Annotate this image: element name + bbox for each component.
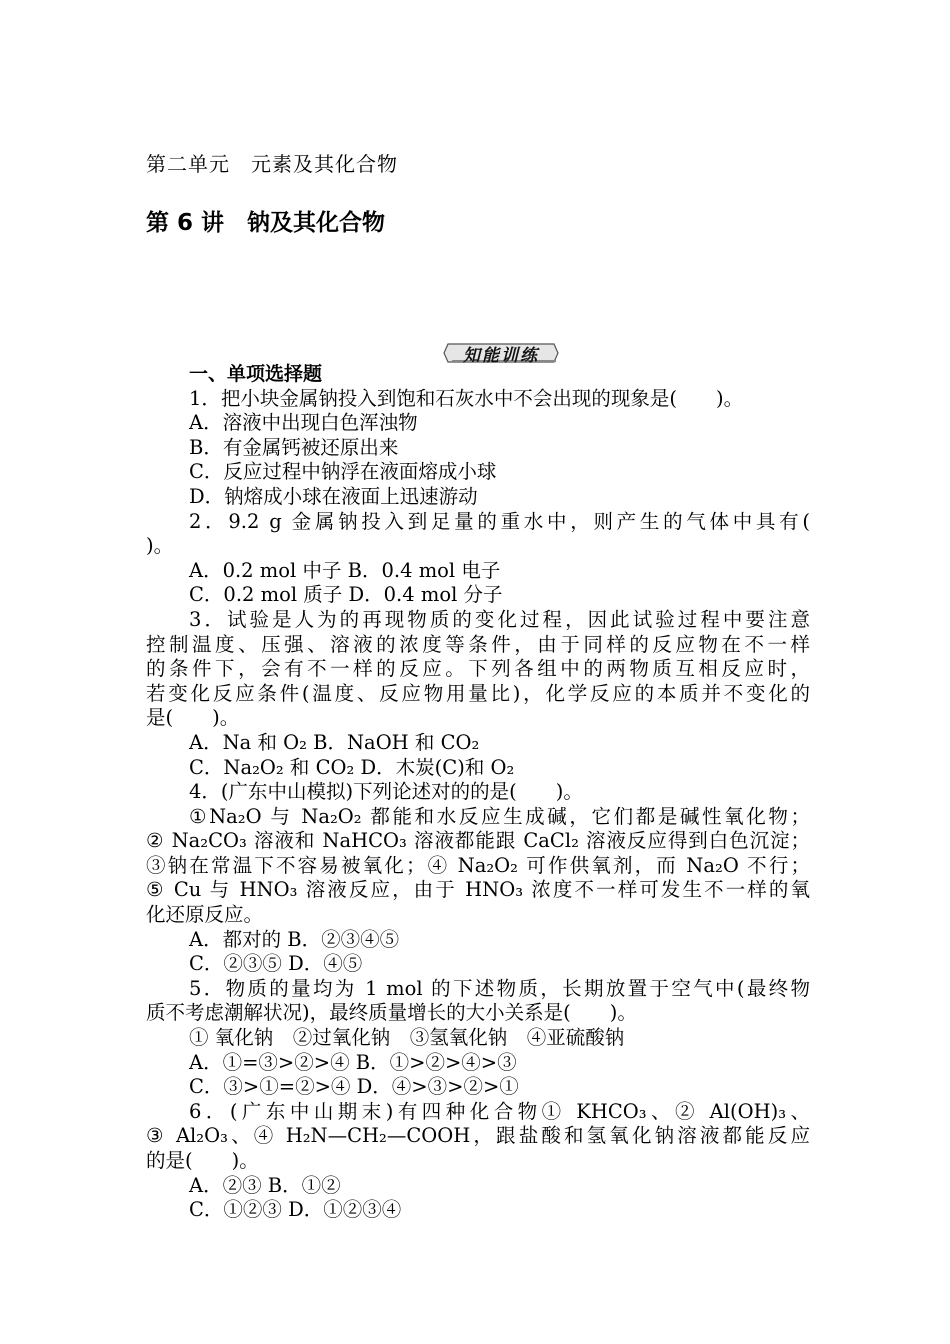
unit-title: 第二单元 元素及其化合物 xyxy=(146,152,398,176)
question-5-stem-end: 质不考虑潮解状况)，最终质量增长的大小关系是( )。 xyxy=(146,1001,637,1025)
question-4-statement: ⑤ Cu 与 HNO₃ 溶液反应，由于 HNO₃ 浓度不一样可发生不一样的氧 xyxy=(146,878,810,902)
section-heading: 一、单项选择题 xyxy=(189,363,323,385)
question-5-stem: 5．物质的量均为 1 mol 的下述物质，长期放置于空气中(最终物 xyxy=(189,976,810,1000)
question-4-options-ab: A．都对的 B．②③④⑤ xyxy=(189,927,400,951)
question-body xyxy=(146,362,810,1223)
question-4-stem: 4．(广东中山模拟)下列论述对的的是( )。 xyxy=(189,780,583,804)
question-2-stem: 2．9.2 g 金属钠投入到足量的重水中，则产生的气体中具有( xyxy=(189,509,810,533)
question-6-stem-end: 的是( )。 xyxy=(146,1149,259,1172)
question-4-statement-end: 化还原反应。 xyxy=(146,903,264,927)
question-3-stem-line: 若变化反应条件(温度、反应物用量比)，化学反应的本质并不变化的 xyxy=(146,681,810,705)
question-3-options-cd: C．Na₂O₂ 和 CO₂ D．木炭(C)和 O₂ xyxy=(189,755,515,779)
question-3-options-ab: A．Na 和 O₂ B．NaOH 和 CO₂ xyxy=(189,730,480,754)
question-3-stem-line: 的条件下，会有不一样的反应。下列各组中的两物质互相反应时， xyxy=(146,657,810,681)
question-1-option-a: A．溶液中出现白色浑浊物 xyxy=(189,411,418,435)
question-1-option-c: C．反应过程中钠浮在液面熔成小球 xyxy=(189,460,497,484)
question-6-stem: 6．(广东中山期末)有四种化合物① KHCO₃、② Al(OH)₃、 xyxy=(189,1099,810,1123)
question-1-option-b: B．有金属钙被还原出来 xyxy=(189,435,399,459)
question-4-statement: ③钠在常温下不容易被氧化；④ Na₂O₂ 可作供氧剂，而 Na₂O 不行； xyxy=(146,853,810,877)
question-3-stem-end: 是( )。 xyxy=(146,706,240,730)
question-6-options-cd: C．①②③ D．①②③④ xyxy=(189,1198,402,1222)
question-4-options-cd: C．②③⑤ D．④⑤ xyxy=(189,952,363,976)
badge-label: 知能训练 xyxy=(463,346,539,366)
question-2-options-cd: C．0.2 mol 质子 D．0.4 mol 分子 xyxy=(189,583,503,607)
question-4-statement: ② Na₂CO₃ 溶液和 NaHCO₃ 溶液都能跟 CaCl₂ 溶液反应得到白色沉淀； xyxy=(146,829,810,853)
question-3-stem-line: 控制温度、压强、溶液的浓度等条件，由于同样的反应物在不一样 xyxy=(146,632,810,656)
question-5-options-ab: A．①=③>②>④ B．①>②>④>③ xyxy=(189,1050,517,1074)
lecture-title: 第 6 讲 钠及其化合物 xyxy=(146,210,386,236)
question-2-stem-end: )。 xyxy=(146,534,174,558)
question-2-options-ab: A．0.2 mol 中子 B．0.4 mol 电子 xyxy=(189,558,501,582)
question-3-stem: 3．试验是人为的再现物质的变化过程，因此试验过程中要注意 xyxy=(189,607,810,631)
question-4-statement: ①Na₂O 与 Na₂O₂ 都能和水反应生成碱，它们都是碱性氧化物； xyxy=(189,804,810,828)
question-6-stem-line: ③ Al₂O₃、④ H₂N—CH₂—COOH，跟盐酸和氢氧化钠溶液都能反应 xyxy=(146,1124,810,1148)
question-5-items: ① 氧化钠 ②过氧化钠 ③氢氧化钠 ④亚硫酸钠 xyxy=(189,1026,625,1050)
question-6-options-ab: A．②③ B．①② xyxy=(189,1173,341,1197)
question-1-stem: 1．把小块金属钠投入到饱和石灰水中不会出现的现象是( )。 xyxy=(189,386,744,410)
question-1-option-d: D．钠熔成小球在液面上迅速游动 xyxy=(189,484,478,508)
question-5-options-cd: C．③>①=②>④ D．④>③>②>① xyxy=(189,1075,519,1099)
